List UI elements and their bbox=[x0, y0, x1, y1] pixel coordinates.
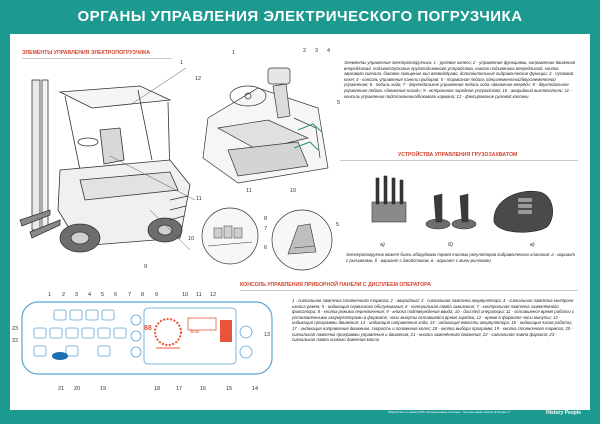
forklift-illustration bbox=[20, 60, 200, 260]
console-illustration bbox=[20, 296, 274, 380]
rule-devices bbox=[340, 160, 578, 161]
cabin-callout-1: 1 bbox=[232, 50, 236, 56]
console-callout-7: 7 bbox=[128, 292, 132, 298]
console-callout-4: 4 bbox=[88, 292, 92, 298]
cabin-closeup bbox=[198, 58, 341, 188]
console-callout-9: 9 bbox=[155, 292, 159, 298]
pedal-closeup-right bbox=[270, 208, 334, 272]
console-callout-20: 20 bbox=[74, 386, 81, 392]
joystick-illustration bbox=[424, 184, 478, 234]
pedal-callout-8: 8 bbox=[264, 216, 268, 222]
pedal-closeup-left bbox=[200, 206, 260, 266]
poster-title: ОРГАНЫ УПРАВЛЕНИЯ ЭЛЕКТРИЧЕСКОГО ПОГРУЗЧИКА bbox=[77, 8, 523, 25]
cabin-callout-12: 12 bbox=[195, 76, 202, 82]
mini-lever-illustration bbox=[488, 182, 558, 238]
device-caption: Электропогрузчик может быть оборудован тремя типами регуляторов гидравлических клапанов: а - вариант с рычажками, б - вариант с джойстиком, в - вариант с мини-рычагами bbox=[346, 252, 576, 263]
console-callout-6: 6 bbox=[114, 292, 118, 298]
pedal-callout-7: 7 bbox=[264, 226, 268, 232]
cabin-callout-2: 2 bbox=[303, 48, 307, 54]
console-callout-2: 2 bbox=[62, 292, 66, 298]
console-callout-10: 10 bbox=[182, 292, 189, 298]
console-callout-18: 18 bbox=[154, 386, 161, 392]
truck-callout-11: 11 bbox=[196, 196, 202, 202]
cabin-callout-11: 11 bbox=[246, 188, 252, 194]
truck-callout-1: 1 bbox=[180, 60, 184, 66]
console-callout-11: 11 bbox=[196, 292, 202, 298]
rule-console bbox=[240, 290, 578, 291]
cabin-callout-5: 5 bbox=[337, 100, 341, 106]
console-callout-15: 15 bbox=[226, 386, 233, 392]
truck-callout-9: 9 bbox=[144, 264, 148, 270]
console-callout-12: 12 bbox=[210, 292, 217, 298]
cabin-callout-4: 4 bbox=[327, 48, 331, 54]
console-callout-5: 5 bbox=[101, 292, 105, 298]
brand-logo-text: History People bbox=[546, 410, 582, 416]
footer-note: Разработано по заказу ООО «Интерактивные системы». Торговая марка «History & People» © bbox=[388, 410, 511, 414]
section-console-heading: КОНСОЛЬ УПРАВЛЕНИЯ ПРИБОРНОЙ ПАНЕЛИ С ДИСПЛЕЕМ ОПЕРАТОРА bbox=[240, 282, 431, 288]
pedal-callout-6: 6 bbox=[264, 245, 268, 251]
display-clock: 88:88 bbox=[190, 330, 199, 334]
console-callout-19: 19 bbox=[100, 386, 107, 392]
section-controls-heading: ЭЛЕМЕНТЫ УПРАВЛЕНИЯ ЭЛЕКТРОПОГРУЗЧИКА bbox=[22, 50, 151, 56]
device-label-b: б) bbox=[448, 242, 453, 248]
console-description: 1 - сигнальная лампочка стояночного тормоза; 2 - аварийный; 3 - сигнальная лампочка аккумулятора; 4 - сигнальная лампочка контроля износа ремня; 5 - индикация сервисного обслуживания; 6 - контрольная лампа зажигания; 7 - контрольная лампочка заземлённого фиксатора; 8 - кнопка режима переключения; 9 - кнопка подтверждения ввода; 10 - дисплей оператора; 11 - оставшееся время работы с установленными аккумуляторами в формате, часы минуты оставшейся время зарядки; 12 - время в формате часы минуты; 13 - индикация программы движения; 14 - индикация направления хода; 15 - индикация емкости аккумулятора; 16 - индикация часов работы; 17 - индикация направления движения, скорость и положения колес; 18 - кнопка выбора программ; 19 - кнопка стояночного тормоза; 20 - сигнальная лампочка программы управления и движения; 21 - кнопка заменённого движения; 22 - сигнальная лампа фаркопа; 23 - сигнальная лампа низкого давления масла bbox=[292, 298, 574, 343]
display-digits: 88 bbox=[144, 325, 152, 332]
device-label-a: а) bbox=[380, 242, 385, 248]
console-callout-21: 21 bbox=[58, 386, 65, 392]
cabin-callout-3: 3 bbox=[315, 48, 319, 54]
console-callout-16: 16 bbox=[200, 386, 207, 392]
controls-description: Элементы управления электропогрузчика: 1 - рулевое колесо; 2 - управление функциями, направление движения вперед/назад, подъем/опускание грузоподъемного устройства, наклон подъемника вперед/назад, кнопка звукового сигнала, боковое смещение вил влево/вправо, дополнительные гидравлические функции; 3 - пусковой ключ; 4 - консоль управления панели приборов; 5 - тормозная педаль одноэлементной/двухэлементной управления; 6 - педаль хода; 7 - двухпедальное управление педаль хода «движение вперёд»; 8 - двухпедальное управление педаль «движение назад»; 9 - встроенное зарядное устройство; 10 - аварийный выключатель; 11 - консоль управления подстаканника/бокового кармана; 12 - фиксирование рулевой колонки bbox=[344, 60, 576, 99]
console-callout-1: 1 bbox=[48, 292, 52, 298]
truck-callout-10: 10 bbox=[188, 236, 195, 242]
console-callout-23: 23 bbox=[12, 326, 19, 332]
console-callout-3: 3 bbox=[75, 292, 79, 298]
console-callout-8: 8 bbox=[141, 292, 145, 298]
console-callout-17: 17 bbox=[176, 386, 183, 392]
device-label-c: в) bbox=[530, 242, 535, 248]
console-callout-22: 22 bbox=[12, 338, 19, 344]
cabin-callout-10: 10 bbox=[290, 188, 297, 194]
console-callout-14: 14 bbox=[252, 386, 259, 392]
pedal-callout-5: 5 bbox=[336, 222, 340, 228]
rule-controls bbox=[22, 58, 172, 59]
section-load-devices-heading: УСТРОЙСТВА УПРАВЛЕНИЯ ГРУЗОЗАХВАТОМ bbox=[398, 152, 518, 158]
lever-controls-illustration bbox=[364, 172, 414, 232]
console-callout-13: 13 bbox=[264, 332, 271, 338]
